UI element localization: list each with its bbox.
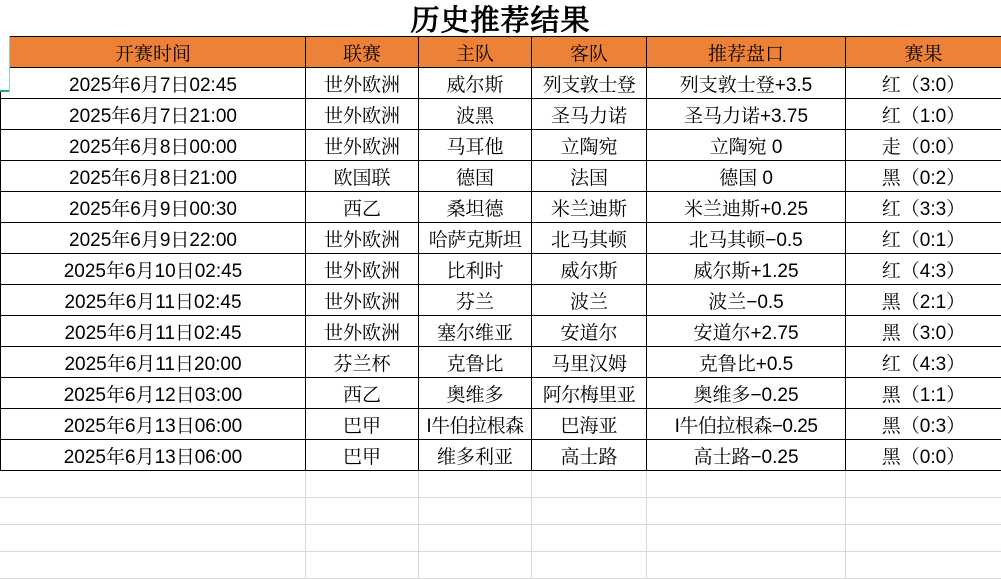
empty-cell[interactable] xyxy=(531,498,646,525)
cell-pick: 威尔斯+1.25 xyxy=(647,254,846,285)
cell-league: 芬兰杯 xyxy=(306,347,419,378)
empty-cell[interactable] xyxy=(305,552,418,579)
cell-home: 奥维多 xyxy=(419,378,532,409)
empty-cell[interactable] xyxy=(418,552,531,579)
table-row xyxy=(1,254,1001,285)
cell-league: 巴甲 xyxy=(306,409,419,440)
cell-result xyxy=(846,440,1001,471)
result-score: （0:1） xyxy=(901,230,965,251)
table-row xyxy=(1,68,1001,99)
column-header-league: 联赛 xyxy=(306,37,419,68)
cell-result xyxy=(846,316,1001,347)
cell-time: 2025年6月8日21:00 xyxy=(1,161,306,192)
result-score: （0:0） xyxy=(901,137,965,158)
column-header-home: 主队 xyxy=(419,37,532,68)
empty-cell[interactable] xyxy=(845,552,1001,579)
cell-away: 立陶宛 xyxy=(532,130,647,161)
cell-pick: 立陶宛 0 xyxy=(647,130,846,161)
cell-result xyxy=(846,68,1001,99)
empty-row xyxy=(0,552,1001,579)
cell-pick: 克鲁比+0.5 xyxy=(647,347,846,378)
empty-cell[interactable] xyxy=(845,525,1001,552)
cell-time: 2025年6月10日02:45 xyxy=(1,254,306,285)
empty-cell[interactable] xyxy=(646,498,845,525)
cell-home: 桑坦德 xyxy=(419,192,532,223)
empty-cell[interactable] xyxy=(0,471,305,498)
cell-time: 2025年6月13日06:00 xyxy=(1,409,306,440)
sheet-left-stub xyxy=(0,36,10,92)
result-mark: 黑 xyxy=(882,292,901,313)
cell-pick: 奥维多−0.25 xyxy=(647,378,846,409)
empty-cell[interactable] xyxy=(0,552,305,579)
result-mark: 红 xyxy=(882,199,901,220)
empty-rows-area xyxy=(0,471,1001,579)
cell-home: 维多利亚 xyxy=(419,440,532,471)
column-header-away: 客队 xyxy=(532,37,647,68)
table-row xyxy=(1,409,1001,440)
cell-league: 世外欧洲 xyxy=(306,68,419,99)
cell-result xyxy=(846,409,1001,440)
empty-cell[interactable] xyxy=(531,552,646,579)
cell-league: 欧国联 xyxy=(306,161,419,192)
cell-away: 法国 xyxy=(532,161,647,192)
result-mark: 红 xyxy=(882,106,901,127)
cell-result xyxy=(846,223,1001,254)
empty-row xyxy=(0,525,1001,552)
cell-pick: 北马其顿−0.5 xyxy=(647,223,846,254)
empty-cell[interactable] xyxy=(305,471,418,498)
cell-pick: 德国 0 xyxy=(647,161,846,192)
cell-league: 西乙 xyxy=(306,378,419,409)
cell-home: 波黑 xyxy=(419,99,532,130)
cell-away: 威尔斯 xyxy=(532,254,647,285)
empty-cell[interactable] xyxy=(0,525,305,552)
table-row xyxy=(1,316,1001,347)
empty-cell[interactable] xyxy=(305,525,418,552)
result-mark: 黑 xyxy=(882,168,901,189)
cell-result xyxy=(846,378,1001,409)
cell-time: 2025年6月12日03:00 xyxy=(1,378,306,409)
cell-home: 芬兰 xyxy=(419,285,532,316)
result-score: （0:0） xyxy=(901,447,965,468)
empty-cell[interactable] xyxy=(418,471,531,498)
cell-league: 世外欧洲 xyxy=(306,130,419,161)
cell-time: 2025年6月11日02:45 xyxy=(1,285,306,316)
cell-away: 北马其顿 xyxy=(532,223,647,254)
cell-time: 2025年6月11日02:45 xyxy=(1,316,306,347)
cell-league: 世外欧洲 xyxy=(306,285,419,316)
cell-away: 波兰 xyxy=(532,285,647,316)
column-header-pick: 推荐盘口 xyxy=(647,37,846,68)
cell-result xyxy=(846,130,1001,161)
cell-result xyxy=(846,161,1001,192)
cell-result xyxy=(846,347,1001,378)
cell-result xyxy=(846,99,1001,130)
result-score: （0:2） xyxy=(901,168,965,189)
cell-league: 世外欧洲 xyxy=(306,316,419,347)
table-row xyxy=(1,285,1001,316)
table-row xyxy=(1,440,1001,471)
cell-pick: I牛伯拉根森−0.25 xyxy=(647,409,846,440)
result-score: （3:3） xyxy=(901,199,965,220)
page-title: 历史推荐结果 xyxy=(0,0,1001,36)
empty-cell[interactable] xyxy=(646,552,845,579)
empty-cell[interactable] xyxy=(0,498,305,525)
cell-time: 2025年6月13日06:00 xyxy=(1,440,306,471)
cell-result xyxy=(846,192,1001,223)
result-mark: 黑 xyxy=(882,416,901,437)
table-body xyxy=(1,68,1001,471)
result-score: （0:3） xyxy=(901,416,965,437)
cell-home: 威尔斯 xyxy=(419,68,532,99)
result-mark: 红 xyxy=(882,230,901,251)
cell-away: 马里汉姆 xyxy=(532,347,647,378)
result-mark: 红 xyxy=(882,354,901,375)
cell-away: 安道尔 xyxy=(532,316,647,347)
empty-cell[interactable] xyxy=(845,498,1001,525)
empty-cell[interactable] xyxy=(646,525,845,552)
cell-away: 米兰迪斯 xyxy=(532,192,647,223)
empty-cell[interactable] xyxy=(418,525,531,552)
cell-league: 世外欧洲 xyxy=(306,223,419,254)
cell-away: 阿尔梅里亚 xyxy=(532,378,647,409)
column-header-result: 赛果 xyxy=(846,37,1001,68)
result-mark: 红 xyxy=(882,75,901,96)
cell-time: 2025年6月8日00:00 xyxy=(1,130,306,161)
teal-accent-line xyxy=(0,90,9,92)
result-mark: 黑 xyxy=(882,323,901,344)
cell-pick: 米兰迪斯+0.25 xyxy=(647,192,846,223)
empty-cell[interactable] xyxy=(418,498,531,525)
result-mark: 红 xyxy=(882,261,901,282)
results-table xyxy=(0,36,1001,471)
cell-time: 2025年6月7日02:45 xyxy=(1,68,306,99)
cell-home: 哈萨克斯坦 xyxy=(419,223,532,254)
result-score: （3:0） xyxy=(901,323,965,344)
cell-away: 高士路 xyxy=(532,440,647,471)
cell-pick: 波兰−0.5 xyxy=(647,285,846,316)
empty-cell[interactable] xyxy=(305,498,418,525)
result-score: （2:1） xyxy=(901,292,965,313)
cell-league: 世外欧洲 xyxy=(306,254,419,285)
empty-cell[interactable] xyxy=(845,471,1001,498)
cell-pick: 高士路−0.25 xyxy=(647,440,846,471)
cell-pick: 安道尔+2.75 xyxy=(647,316,846,347)
result-score: （1:1） xyxy=(901,385,965,406)
cell-league: 西乙 xyxy=(306,192,419,223)
result-score: （4:3） xyxy=(901,261,965,282)
table-row xyxy=(1,161,1001,192)
result-score: （3:0） xyxy=(901,75,965,96)
table-row xyxy=(1,192,1001,223)
cell-time: 2025年6月7日21:00 xyxy=(1,99,306,130)
result-mark: 走 xyxy=(882,137,901,158)
cell-result xyxy=(846,254,1001,285)
result-mark: 黑 xyxy=(882,385,901,406)
empty-row xyxy=(0,471,1001,498)
cell-pick: 列支敦士登+3.5 xyxy=(647,68,846,99)
empty-cell[interactable] xyxy=(531,525,646,552)
cell-home: 塞尔维亚 xyxy=(419,316,532,347)
table-row xyxy=(1,347,1001,378)
result-score: （4:3） xyxy=(901,354,965,375)
empty-cell[interactable] xyxy=(531,471,646,498)
cell-pick: 圣马力诺+3.75 xyxy=(647,99,846,130)
table-row xyxy=(1,130,1001,161)
cell-league: 巴甲 xyxy=(306,440,419,471)
result-mark: 黑 xyxy=(882,447,901,468)
cell-away: 圣马力诺 xyxy=(532,99,647,130)
table-header-row xyxy=(1,37,1001,68)
cell-time: 2025年6月9日00:30 xyxy=(1,192,306,223)
result-score: （1:0） xyxy=(901,106,965,127)
cell-time: 2025年6月11日20:00 xyxy=(1,347,306,378)
column-header-time: 开赛时间 xyxy=(1,37,306,68)
cell-league: 世外欧洲 xyxy=(306,99,419,130)
empty-row xyxy=(0,498,1001,525)
table-row xyxy=(1,223,1001,254)
cell-result xyxy=(846,285,1001,316)
table-row xyxy=(1,378,1001,409)
cell-home: 德国 xyxy=(419,161,532,192)
empty-grid xyxy=(0,471,1001,579)
cell-home: 比利时 xyxy=(419,254,532,285)
cell-home: I牛伯拉根森 xyxy=(419,409,532,440)
empty-cell[interactable] xyxy=(646,471,845,498)
cell-away: 巴海亚 xyxy=(532,409,647,440)
cell-time: 2025年6月9日22:00 xyxy=(1,223,306,254)
cell-home: 马耳他 xyxy=(419,130,532,161)
cell-away: 列支敦士登 xyxy=(532,68,647,99)
table-row xyxy=(1,99,1001,130)
cell-home: 克鲁比 xyxy=(419,347,532,378)
